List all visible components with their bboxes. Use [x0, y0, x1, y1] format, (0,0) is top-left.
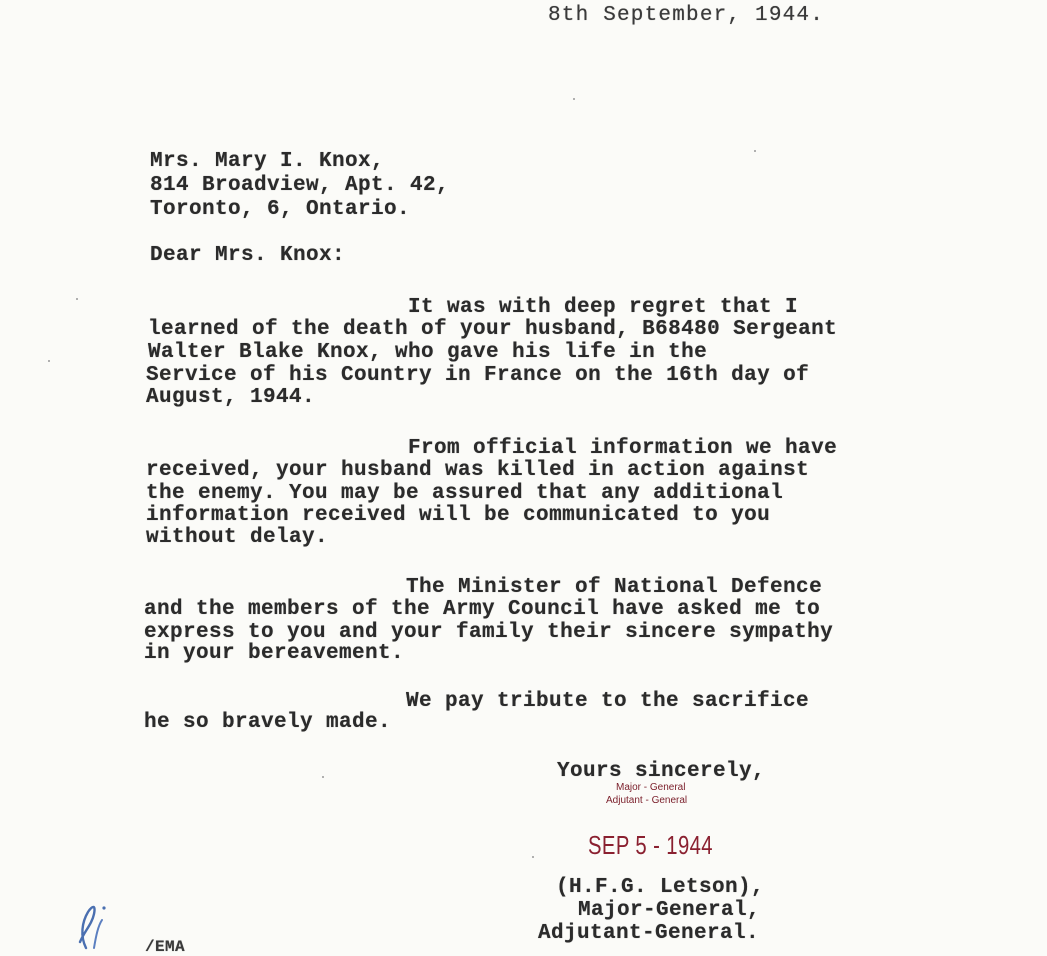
paper-speck — [754, 150, 756, 152]
stamp-date: SEP 5 - 1944 — [588, 830, 713, 860]
paper-speck — [76, 298, 78, 300]
signatory-name: (H.F.G. Letson), — [556, 876, 765, 899]
blue-ink-mark-icon — [72, 886, 112, 950]
paragraph-line: he so bravely made. — [144, 711, 392, 734]
stamp-rank: Major - General — [616, 782, 686, 793]
paragraph-line: Walter Blake Knox, who gave his life in the — [148, 341, 708, 364]
signatory-title: Adjutant-General. — [538, 922, 760, 945]
salutation: Dear Mrs. Knox: — [150, 244, 346, 267]
paragraph-line: in your bereavement. — [144, 642, 405, 665]
typist-initials: /EMA — [145, 938, 186, 956]
paragraph-line: and the members of the Army Council have asked me to — [144, 598, 821, 621]
paragraph-line: information received will be communicated to you — [146, 504, 771, 527]
paragraph-line: From official information we have — [408, 437, 838, 460]
paragraph-line: It was with deep regret that I — [408, 296, 799, 319]
letter-date: 8th September, 1944. — [548, 4, 825, 27]
signatory-rank: Major-General, — [578, 899, 761, 922]
recipient-street: 814 Broadview, Apt. 42, — [150, 174, 450, 197]
stamp-title: Adjutant - General — [606, 795, 688, 806]
recipient-city: Toronto, 6, Ontario. — [150, 198, 411, 221]
paragraph-line: We pay tribute to the sacrifice — [406, 690, 810, 713]
paper-speck — [48, 360, 50, 362]
paper-speck — [532, 856, 534, 858]
recipient-name: Mrs. Mary I. Knox, — [150, 150, 385, 173]
complimentary-close: Yours sincerely, — [557, 760, 766, 783]
paragraph-line: learned of the death of your husband, B68480 Sergeant — [148, 318, 838, 341]
paragraph-line: received, your husband was killed in action against — [146, 459, 810, 482]
paragraph-line: The Minister of National Defence — [406, 576, 823, 599]
paragraph-line: Service of his Country in France on the 16th day of — [146, 364, 810, 387]
paper-speck — [573, 98, 575, 100]
paragraph-line: the enemy. You may be assured that any additional — [146, 482, 784, 505]
paragraph-line: August, 1944. — [146, 386, 316, 409]
paper-speck — [322, 776, 324, 778]
paragraph-line: without delay. — [146, 526, 329, 549]
paragraph-line: express to you and your family their sincere sympathy — [144, 621, 834, 644]
